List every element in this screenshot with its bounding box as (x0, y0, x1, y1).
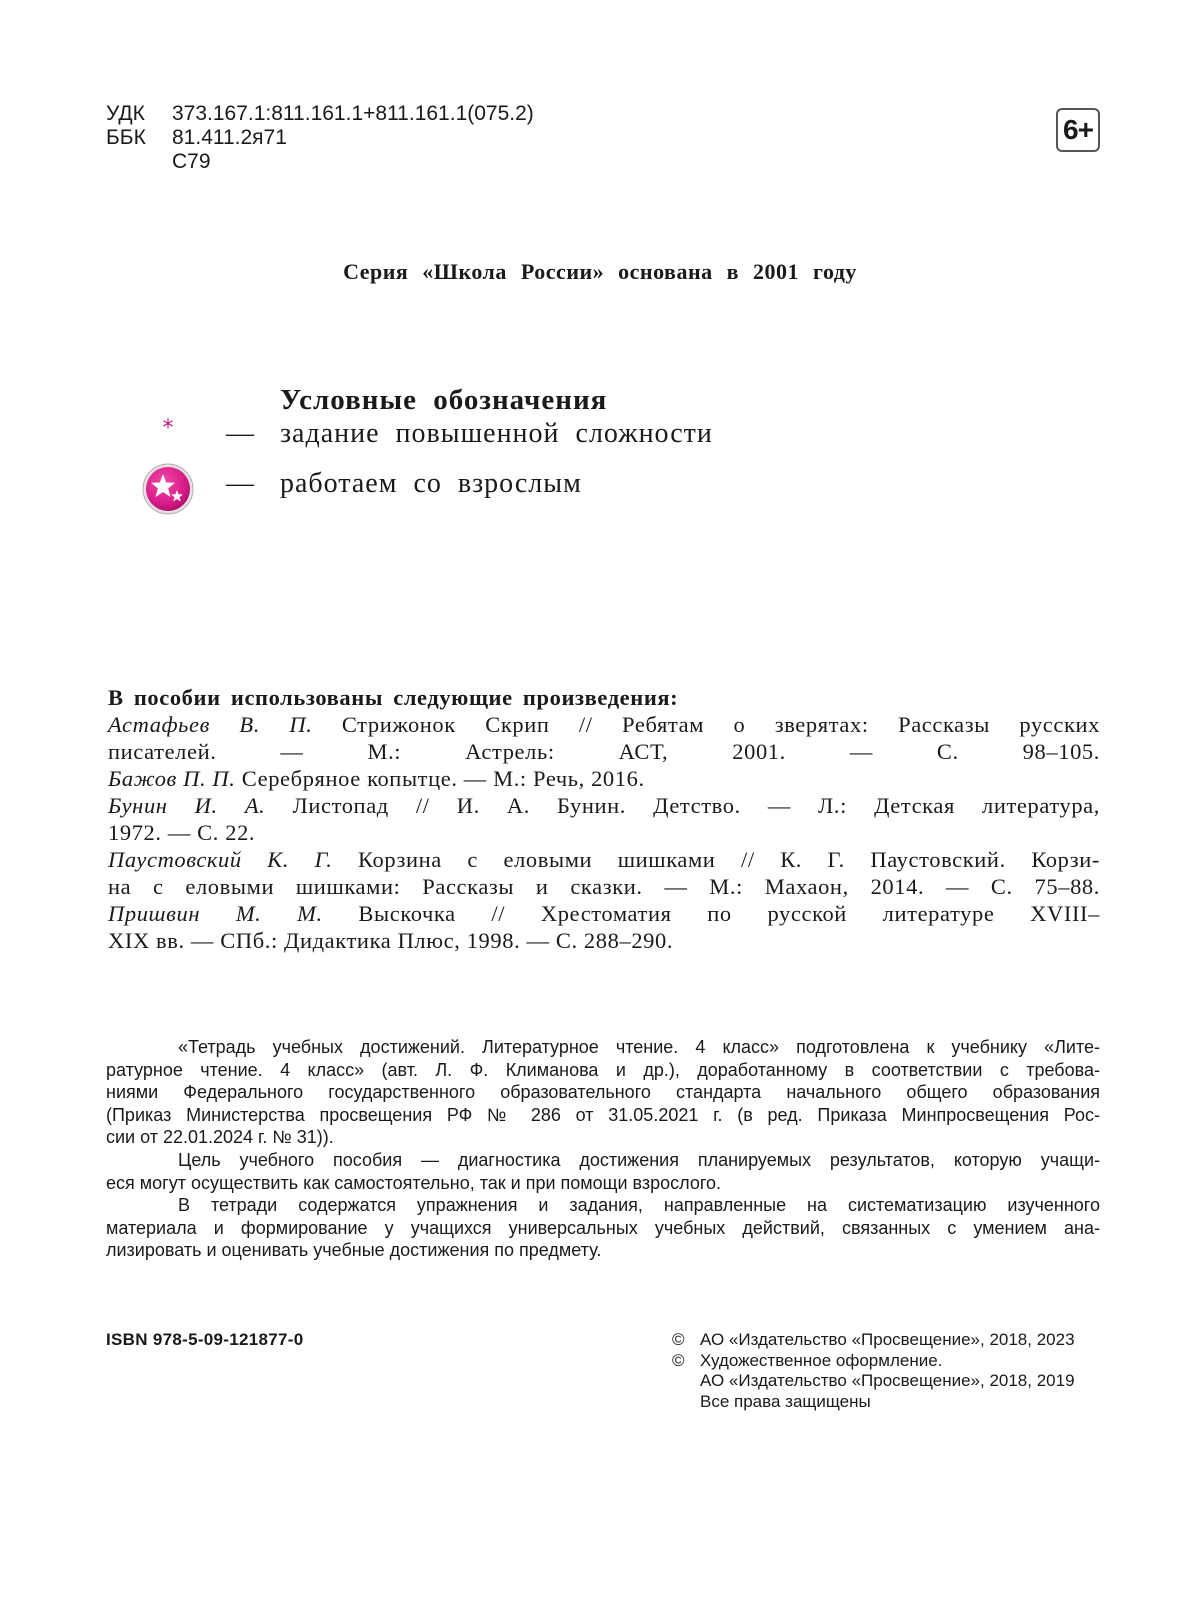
udk-row (106, 102, 534, 126)
copyright-line: Все права защищены (700, 1391, 871, 1411)
work-line: на с еловыми шишками: Рассказы и сказки. — М.: Махаон, 2014. — С. 75–88. (108, 874, 1100, 899)
bbk-row (106, 126, 534, 150)
bbk-value: 81.411.2я71 (172, 126, 287, 149)
description-line: материала и формирование у учащихся универсальных учебных действий, связанных с умением ана- (106, 1217, 1100, 1238)
work-line: 1972. — С. 22. (108, 820, 256, 845)
work-line: Астафьев В. П. Стрижонок Скрип // Ребятам о зверятах: Рассказы русских (108, 712, 1100, 737)
copyright-line: АО «Издательство «Просвещение», 2018, 2019 (700, 1371, 1075, 1390)
works-heading: В пособии использованы следующие произведения: (108, 685, 679, 710)
legend-dash: — (226, 418, 254, 449)
description-line: В тетради содержатся упражнения и задания, направленные на систематизацию изученного (178, 1195, 1100, 1216)
description-line: лизировать и оценивать учебные достижения по предмету. (106, 1240, 602, 1261)
author-mark: С79 (172, 150, 211, 173)
work-line: Бажов П. П. Серебряное копытце. — М.: Речь, 2016. (108, 766, 645, 791)
stars-badge-icon (140, 462, 196, 521)
legend-item-hard-task (0, 418, 1200, 458)
copyright-icon: © (672, 1330, 685, 1349)
work-line: Бунин И. А. Листопад // И. А. Бунин. Детство. — Л.: Детская литература, (108, 793, 1100, 818)
copyright-line: © Художественное оформление. (672, 1350, 943, 1370)
description-line: «Тетрадь учебных достижений. Литературное чтение. 4 класс» подготовлена к учебнику «Лите- (178, 1037, 1100, 1057)
description-line: ниями Федерального государственного образовательного стандарта начального общего образования (106, 1082, 1100, 1103)
copyright-block (672, 1330, 1100, 1412)
legend-text: работаем со взрослым (280, 468, 582, 499)
work-line: Пришвин М. М. Выскочка // Хрестоматия по русской литературе XVIII– (108, 901, 1100, 926)
series-line: Серия «Школа России» основана в 2001 году (343, 259, 857, 284)
catalog-codes (106, 102, 534, 174)
author-mark-row (106, 150, 534, 174)
description-line: ратурное чтение. 4 класс» (авт. Л. Ф. Климанова и др.), доработанному в соответствии с требова- (106, 1059, 1100, 1080)
description-line: еся могут осуществить как самостоятельно, так и при помощи взрослого. (106, 1172, 722, 1193)
description-block (106, 1036, 1100, 1262)
udk-value: 373.167.1:811.161.1+811.161.1(075.2) (172, 102, 534, 125)
description-line: Цель учебного пособия — диагностика достижения планируемых результатов, которую учащи- (178, 1149, 1100, 1170)
udk-label: УДК (106, 102, 145, 125)
asterisk-icon: * (162, 416, 174, 441)
bbk-label: ББК (106, 126, 146, 149)
age-rating-badge: 6+ (1056, 108, 1100, 152)
work-line: XIX вв. — СПб.: Дидактика Плюс, 1998. — С. 288–290. (108, 928, 674, 953)
copyright-line: © АО «Издательство «Просвещение», 2018, 2023 (672, 1330, 1075, 1349)
copyright-icon: © (672, 1350, 685, 1370)
description-line: (Приказ Министерства просвещения РФ № 286 от 31.05.2021 г. (в ред. Приказа Минпросвещения Рос- (106, 1104, 1100, 1125)
work-line: писателей. — М.: Астрель: АСТ, 2001. — С. 98–105. (108, 739, 1100, 764)
work-line: Паустовский К. Г. Корзина с еловыми шишками // К. Г. Паустовский. Корзи- (108, 847, 1101, 872)
legend-dash: — (226, 468, 254, 499)
legend-title: Условные обозначения (280, 384, 608, 416)
isbn: ISBN 978-5-09-121877-0 (106, 1330, 304, 1349)
description-line: сии от 22.01.2024 г. № 31)). (106, 1127, 334, 1148)
legend-item-with-adult (0, 468, 1200, 508)
legend-text: задание повышенной сложности (280, 418, 713, 449)
works-list (108, 684, 1100, 954)
